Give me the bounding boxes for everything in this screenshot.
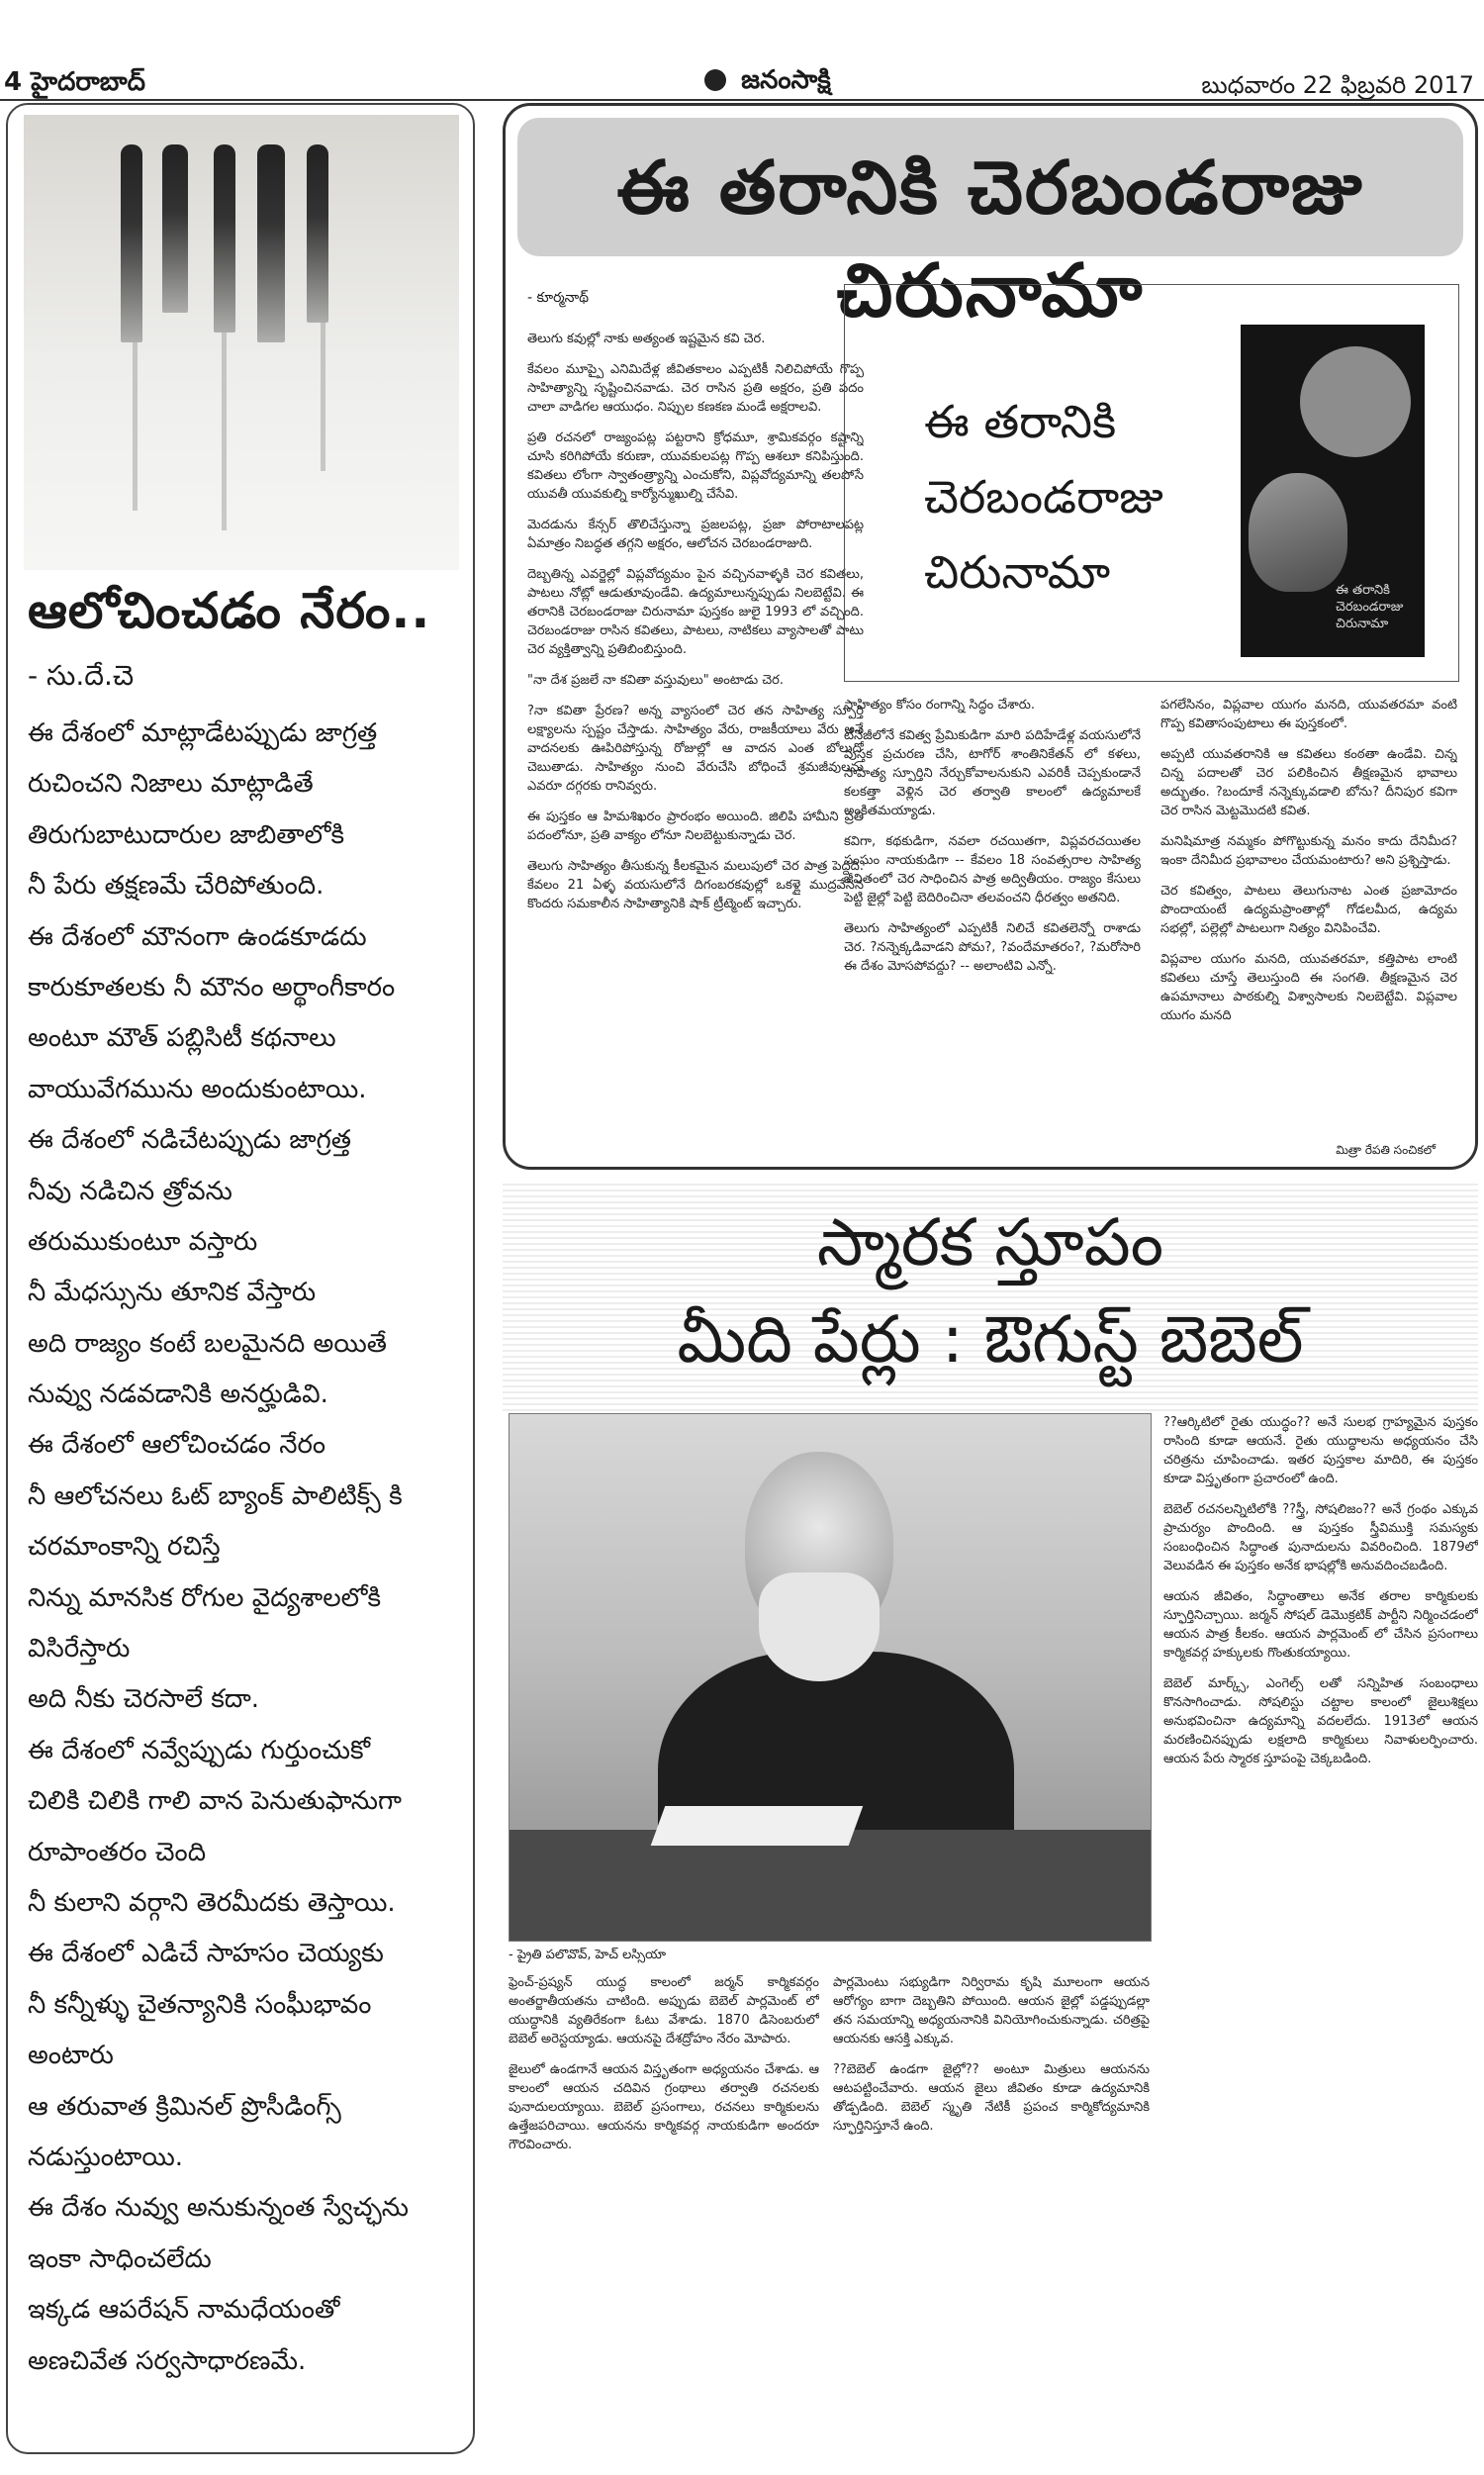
poem-line: ఈ దేశంలో ఆలోచించడం నేరం xyxy=(28,1430,326,1461)
poem-line: నిన్ను మానసిక రోగుల వైద్యశాలలోకి xyxy=(28,1582,382,1613)
page-label: 4 హైదరాబాద్ xyxy=(4,67,145,97)
memorial-headline xyxy=(503,1184,1478,1411)
feature-title: ఈ తరానికి చెరబండరాజు చిరునామా xyxy=(616,145,1364,333)
poem-line: వాయువేగమును అందుకుంటాయి. xyxy=(28,1074,367,1104)
drip-streak xyxy=(133,342,138,511)
article-paragraph: ??బెబెల్ ఉండగా జైల్లో?? అంటూ మిత్రులు ఆయనను ఆటపట్టించేవారు. ఆయన జైలు జీవితం కూడా ఉద్యమానికి తోడ్పడింది. బెబెల్ స్మృతి నేటికీ ప్రపంచ కార్మికోద్యమానికి స్ఫూర్తినిస్తూనే ఉంది. xyxy=(833,2062,1150,2134)
article-paragraph: బెబెల్ రచనలన్నిటిలోకి ??స్త్రీ, సోషలిజం?? అనే గ్రంథం ఎక్కువ ప్రాచుర్యం పొందింది. ఆ పుస్తకం స్త్రీవిముక్తి సమస్యకు సంబంధించిన సిద్ధాంత పునాదులను వివరించింది. 1879లో వెలువడిన ఈ పుస్తకం అనేక భాషల్లోకి అనువదించబడింది. xyxy=(1163,1502,1478,1573)
poem-lines xyxy=(28,709,463,2387)
article-paragraph: ఈ పుస్తకం ఆ హిమశిఖరం ప్రారంభం అయింది. జిలిపి హామీని ప్రతి పదంలోనూ, ప్రతి వాక్యం లోనూ నిలబెట్టుకున్నాడు చెర. xyxy=(527,809,864,843)
poem-title: ఆలోచించడం నేరం.. xyxy=(28,582,431,639)
poem-line: నీవు నడిచిన త్రోవను xyxy=(28,1176,232,1206)
drip-streak xyxy=(321,323,325,471)
article-paragraph: దెబ్బతిన్న ఎవర్జెల్లో విప్లవోద్యమం పైన వచ్చినవాళ్ళకి చెర కవితలు, పాటలు నోట్లో ఆడుతూవుండేవి. ఉద్యమాలున్నప్పుడు నిలబెట్టేవి. ఈ తరానికి చెరబండరాజు చిరునామా పుస్తకం జులై 1993 లో వచ్చింది. చెరబండరాజు రాసిన కవితలు, పాటలు, నాటికలు వ్యాసాలతో పాటు చెర వ్యక్తిత్వాన్ని ప్రతిబింబిస్తుంది. xyxy=(527,567,864,657)
portrait-beard-shape xyxy=(759,1572,880,1681)
masthead xyxy=(0,0,1484,99)
poem-line: నీ కులాని వర్గాని తెరమీదకు తెస్తాయి. xyxy=(28,1887,396,1918)
article-paragraph: టీనేజీలోనే కవిత్వ ప్రేమికుడిగా మారి పదిహేడేళ్ల వయసులోనే పుస్తక ప్రచురణ చేసి, టాగోర్ శాంతినికేతన్ లో కళలు, సాహిత్య స్పూర్తిని నేర్చుకోవాలనుకుని ఎవరికీ చెప్పకుండానే కలకత్తా వెళ్లిన చెర తర్వాతి కాలంలో ఉద్యమాలకే అంకితమయ్యాడు. xyxy=(844,728,1141,818)
figure-shape xyxy=(214,144,235,333)
book-cover-panel xyxy=(844,284,1459,682)
article-paragraph: బెబెల్ మార్క్స్, ఎంగెల్స్ లతో సన్నిహిత సంబంధాలు కొనసాగించాడు. సోషలిస్టు చట్టాల కాలంలో జైలుశిక్షలు అనుభవించినా ఉద్యమాన్ని వదలలేదు. 1913లో ఆయన మరణించినప్పుడు లక్షలాది కార్మికులు నివాళులర్పించారు. ఆయన పేరు స్మారక స్తూపంపై చెక్కబడింది. xyxy=(1163,1676,1478,1766)
memorial-column-1 xyxy=(509,1973,819,2450)
article-paragraph: అప్పటి యువతరానికి ఆ కవితలు కంఠతా ఉండేవి. చిన్న చిన్న పదాలతో చెర పలికించిన తీక్షణమైన భావాలు అద్భుతం. ?బందూకే నన్నెక్కువడాలి బోను? దీనిపుర కవిగా చెర రాసిన మెట్టమొదటి కవిత. xyxy=(1160,747,1457,818)
poem-line: కారుకూతలకు నీ మౌనం అర్థాంగీకారం xyxy=(28,972,396,1002)
article-paragraph: పగలేసినం, విప్లవాల యుగం మనది, యువతరమా వంటి గొప్ప కవితాసంపుటాలు ఈ పుస్తకంలో. xyxy=(1160,698,1457,731)
cover-title-line: చెరబండరాజు xyxy=(924,470,1163,524)
article-paragraph: మనిషిమాత్ర నమ్మకం పోగొట్టుకున్న మనం కాదు దేనిమీద? ఇంకా దేనిమీద ప్రభావాలం చేయమంటారు? అని ప్రశ్నిస్తాడు. xyxy=(1160,834,1457,868)
feature-byline: - కూర్మనాథ్ xyxy=(527,290,590,306)
feature-right-column xyxy=(1160,696,1457,1131)
poem-line: నీ కన్నీళ్ళు చైతన్యానికి సంఘీభావం xyxy=(28,1989,372,2020)
article-paragraph: సాహిత్యం కోసం రంగాన్ని సిద్ధం చేశారు. xyxy=(844,698,1036,713)
feature-middle-column xyxy=(844,696,1141,1131)
article-paragraph: ?నా కవితా ప్రేరణ? అన్న వ్యాసంలో చెర తన సాహిత్య స్పూర్తి లక్ష్యాలను స్పష్టం చేస్తాడు. సాహిత్యం వేరు, రాజకీయాలు వేరు అనే వాదనలకు ఊపిరిపోస్తున్న రోజుల్లో ఆ వాదన ఎంత బోలుదో చెబుతాడు. సాహిత్యం నుంచి వేరుచేసి బోధించే శ్రమజీవులను ఎవరూ దగ్గరకు రానివ్వరు. xyxy=(527,704,864,794)
headline-line-2: మీది పేర్లు : ఔగుస్ట్ బెబెల్ xyxy=(677,1301,1304,1378)
cover-title xyxy=(924,384,1163,610)
poem-line: చిలికి చిలికి గాలి వాన పెనుతుఫానుగా xyxy=(28,1786,403,1817)
poem-line: ఆ తరువాత క్రిమినల్ ప్రొసీడింగ్స్ xyxy=(28,2091,341,2122)
poem-line: నీ ఆలోచనలు ఓట్ బ్యాంక్ పాలిటిక్స్ కి xyxy=(28,1480,403,1511)
poem-line: ఈ దేశంలో నడిచేటప్పుడు జాగ్రత్త xyxy=(28,1125,351,1156)
figure-shape xyxy=(162,144,188,313)
poem-line: అణచివేత సర్వసాధారణమే. xyxy=(28,2345,307,2376)
figure-shape xyxy=(307,144,328,323)
issue-date: బుధవారం 22 ఫిబ్రవరి 2017 xyxy=(1201,71,1474,99)
poem-line: ఇంకా సాధించలేదు xyxy=(28,2243,212,2274)
paper-name: జనంసాక్షి xyxy=(741,65,831,95)
bebel-photo xyxy=(509,1413,1152,1942)
portrait-shape xyxy=(1249,473,1347,592)
figure-shape xyxy=(257,144,285,342)
poem-line: రూపాంతరం చెంది xyxy=(28,1837,207,1867)
memorial-right-column xyxy=(1163,1413,1478,2450)
paper-shape xyxy=(651,1806,864,1846)
article-paragraph: తెలుగు సాహిత్యంలో ఎప్పటికీ నిలిచే కవితలెన్నో రాశాడు చెర. ?నన్నెక్కడివాడని పోమ?, ?వందేమాతరం?, ?మరోసారి ఈ దేశం మోసపోవద్దు? -- అలాంటివి ఎన్నో. xyxy=(844,921,1141,974)
poem-line: తరుముకుంటూ వస్తారు xyxy=(28,1226,258,1257)
poem-line: నువ్వు నడవడానికి అనర్హుడివి. xyxy=(28,1380,328,1410)
poem-line: ఈ దేశంలో ఎడిచే సాహసం చెయ్యకు xyxy=(28,1939,384,1969)
cover-title-line: ఈ తరానికి xyxy=(924,395,1117,448)
poem-line: నీ మేధస్సును తూనిక వేస్తారు xyxy=(28,1278,317,1308)
headline-line-1: స్మారక స్తూపం xyxy=(816,1204,1164,1281)
figure-shape xyxy=(121,144,142,342)
article-paragraph: మెదడును కేన్సర్ తొలిచేస్తున్నా ప్రజలపట్ల, ప్రజా పోరాటాలపట్ల ఏమాత్రం నిబద్ధత తగ్గని అక్షరం, ఆలోచన చెరబండరాజుది. xyxy=(527,518,864,551)
poem-illustration xyxy=(24,115,459,570)
desk-shape xyxy=(510,1830,1151,1941)
poem-line: ఈ దేశంలో మౌనంగా ఉండకూడదు xyxy=(28,921,367,952)
poet-photo xyxy=(1241,325,1425,657)
article-paragraph: "నా దేశ ప్రజలే నా కవితా వస్తువులు" అంటాడు చెర. xyxy=(527,673,785,688)
article-paragraph: తెలుగు సాహిత్యం తీసుకున్న కీలకమైన మలుపులో చెర పాత్ర పెద్దది. కేవలం 21 ఏళ్ళ వయసులోనే దిగంబరకవుల్లో ఒకళ్లై ముద్రవేసిన కొందరు సమకాలీన సాహిత్యానికి షాక్ ట్రీట్మెంట్ ఇచ్చారు. xyxy=(527,859,864,911)
article-paragraph: ??ఆర్కిటిలో రైతు యుద్ధం?? అనే సులభ గ్రాహ్యమైన పుస్తకం రాసింది కూడా ఆయనే. రైతు యుద్ధాలను అధ్యయనం చేసి చరిత్రను చూపించాడు. ఇతర పుస్తకాల మాదిరి, ఈ పుస్తకం కూడా విస్తృతంగా ప్రచారంలో ఉంది. xyxy=(1163,1415,1478,1486)
article-paragraph: కేవలం మూప్పై ఎనిమిదేళ్ల జీవితకాలం ఎప్పటికీ నిలిచిపోయే గొప్ప సాహిత్యాన్ని సృష్టించినవాడు. చెర రాసిన ప్రతి అక్షరం, ప్రతి పదం చాలా వాడిగల ఆయుధం. నిప్పుల కణకణ మండే అక్షరాలవి. xyxy=(527,362,864,415)
poem-line: అది రాజ్యం కంటే బలమైనది అయితే xyxy=(28,1328,387,1359)
feature-article xyxy=(503,103,1478,1170)
poem-line: చరమాంకాన్ని రచిస్తే xyxy=(28,1532,221,1563)
feature-credit: మిత్రా రేపతి సంచికలో xyxy=(1336,1143,1436,1157)
photo-caption: ఈ తరానికి చెరబండరాజు చిరునామా xyxy=(1336,583,1404,631)
masthead-divider xyxy=(0,99,1484,101)
paper-logo xyxy=(704,65,831,101)
moon-shape xyxy=(1300,346,1411,457)
poem-line: ఇక్కడ ఆపరేషన్ నామధేయంతో xyxy=(28,2295,340,2326)
article-paragraph: ఫ్రెంచ్-ప్రష్యన్ యుద్ధ కాలంలో జర్మన్ కార్మికవర్గం అంతర్జాతీయతను చాటింది. అప్పుడు బెబెల్ పార్లమెంట్ లో యుద్ధానికి వ్యతిరేకంగా ఓటు వేశాడు. 1870 డిసెంబరులో బెబెల్ అరెస్టయ్యాడు. ఆయనపై దేశద్రోహం నేరం మోపారు. xyxy=(509,1975,819,2047)
poem-line: నీ పేరు తక్షణమే చేరిపోతుంది. xyxy=(28,871,325,902)
poem-line: ఈ దేశంలో మాట్లాడేటప్పుడు జాగ్రత్త xyxy=(28,718,378,748)
poem-line: అంటూ మౌత్ పబ్లిసిటీ కథనాలు xyxy=(28,1023,336,1054)
article-paragraph: పార్లమెంటు సభ్యుడిగా నిర్విరామ కృషి మూలంగా ఆయన ఆరోగ్యం బాగా దెబ్బతిని పోయింది. ఆయన జైల్లో పడ్డప్పుడల్లా తన సమయాన్ని అధ్యయనానికి వినియోగించుకున్నాడు. చరిత్రపై ఆయనకు ఆసక్తి ఎక్కువ. xyxy=(833,1975,1150,2047)
poem-line: నడుస్తుంటాయి. xyxy=(28,2142,184,2172)
poem-line: అది నీకు చెరసాలే కదా. xyxy=(28,1684,260,1715)
article-paragraph: విప్లవాల యుగం మనది, యువతరమా, కత్తిపాట లాంటి కవితలు చూస్తే తెలుస్తుంది ఈ సంగతి. తీక్షణమైన చెర ఉపమానాలు పాఠకుల్ని విశ్వాసాలకు నిలబెట్టేవి. విప్లవాల యుగం మనది xyxy=(1160,952,1457,1023)
memorial-column-2 xyxy=(833,1973,1150,2450)
poem-line: ఈ దేశం నువ్వు అనుకున్నంత స్వేచ్ఛను xyxy=(28,2193,409,2224)
poem-line: అంటారు xyxy=(28,2041,114,2071)
article-paragraph: చెర కవిత్వం, పాటలు తెలుగునాట ఎంత ప్రజామోదం పొందాయంటే ఉద్యమప్రాంతాల్లో గోడలమీద, ఉద్యమ సభల్లో, పల్లెల్లో పాటలుగా నిత్యం వినిపించేవి. xyxy=(1160,884,1457,936)
poem-line: విసిరేస్తారు xyxy=(28,1634,131,1665)
poem-box xyxy=(6,103,475,2454)
article-paragraph: ప్రతి రచనలో రాజ్యంపట్ల పట్టరాని క్రోధమూ, శ్రామికవర్గం కష్టాన్ని చూసి కరిగిపోయే కరుణా, యువకులపట్ల గొప్ప ఆశలూ కనిపిస్తుంది. కవితలు లోంగా స్వాతంత్ర్యాన్ని ఎంచుకోని, విప్లవోద్యమాన్ని తలపోసే యువతీ యువకుల్ని కార్యోన్ముఖుల్ని చేసేవి. xyxy=(527,430,864,502)
poem-line: తిరుగుబాటుదారుల జాబితాలోకి xyxy=(28,819,345,850)
poem-author: - సు.దే.చె xyxy=(28,659,135,692)
poem-line: ఈ దేశంలో నవ్వేప్పుడు గుర్తుంచుకో xyxy=(28,1735,371,1765)
article-paragraph: కవిగా, కథకుడిగా, నవలా రచయితగా, విప్లవరచయితల సంఘం నాయకుడిగా -- కేవలం 18 సంవత్సరాల సాహిత్య జీవితంలో చెర సాధించిన పాత్ర అద్వితీయం. రాజ్యం కేసులు పెట్టి జైల్లో పెట్టి బెదిరించినా తలవంచని ధీరత్వం అతనిది. xyxy=(844,834,1141,905)
drip-streak xyxy=(222,333,227,530)
poem-line: రుచించని నిజాలు మాట్లాడితే xyxy=(28,769,314,800)
memorial-byline: - ప్రైతి పలొవొవ్, హెచ్ లస్సియా xyxy=(509,1948,667,1962)
cover-title-line: చిరునామా xyxy=(924,545,1111,599)
feature-left-column xyxy=(527,330,864,1161)
article-paragraph: తెలుగు కవుల్లో నాకు అత్యంత ఇష్టమైన కవి చెర. xyxy=(527,332,766,346)
article-paragraph: జైలులో ఉండగానే ఆయన విస్తృతంగా అధ్యయనం చేశాడు. ఆ కాలంలో ఆయన చదివిన గ్రంథాలు తర్వాతి రచనలకు పునాదులయ్యాయి. బెబెల్ ప్రసంగాలు, రచనలు కార్మికులను ఉత్తేజపరిచాయి. ఆయనను కార్మికవర్గ నాయకుడిగా అందరూ గౌరవించారు. xyxy=(509,2062,819,2152)
logo-mark-icon xyxy=(704,69,726,91)
article-paragraph: ఆయన జీవితం, సిద్ధాంతాలు అనేక తరాల కార్మికులకు స్ఫూర్తినిచ్చాయి. జర్మన్ సోషల్ డెమొక్రటిక్ పార్టీని నిర్మించడంలో ఆయన పాత్ర కీలకం. ఆయన పార్లమెంట్ లో చేసిన ప్రసంగాలు కార్మికవర్గ హక్కులకు గొంతుకయ్యాయి. xyxy=(1163,1589,1478,1661)
